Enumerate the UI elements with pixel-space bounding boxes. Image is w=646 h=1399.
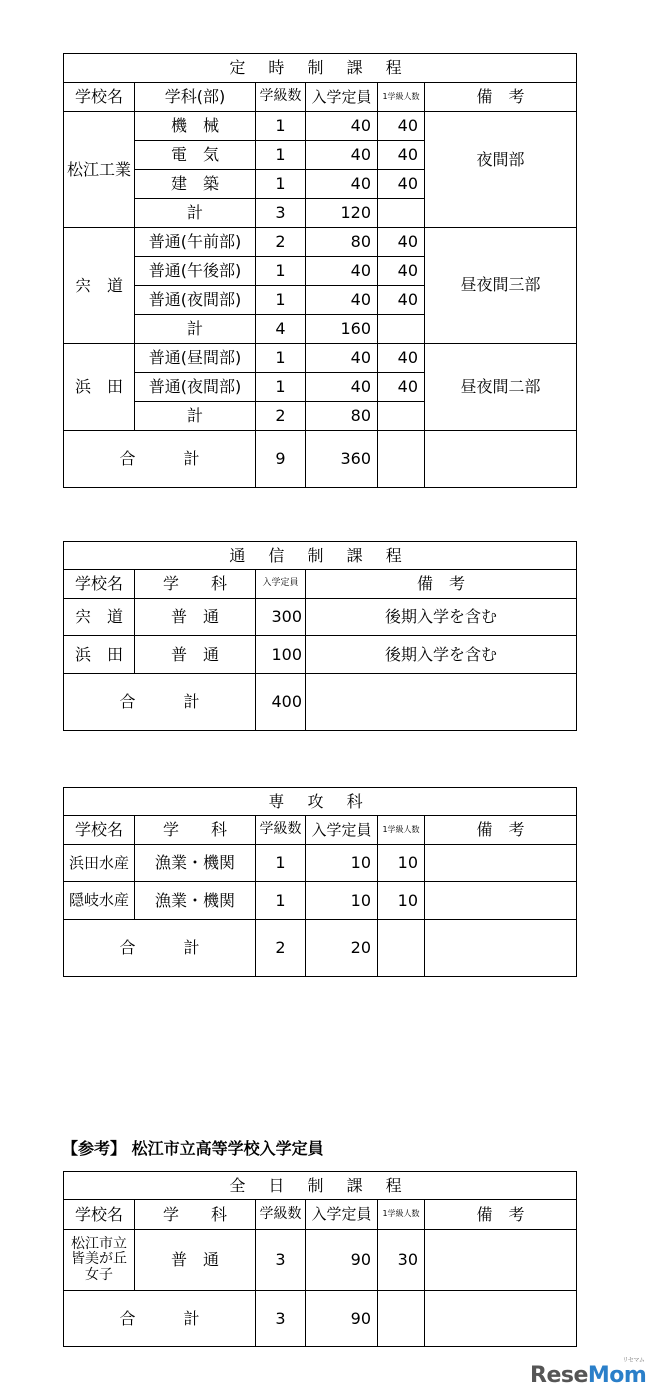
classes: 2 [256,228,306,257]
notes: 昼夜間二部 [425,344,577,431]
notes: 昼夜間三部 [425,228,577,344]
department: 普通(午後部) [135,257,256,286]
header-classes: 学級数 [256,83,306,112]
department: 普 通 [135,1230,256,1291]
grand-capacity: 360 [306,431,378,488]
header-per-class: 1学級人数 [378,816,425,845]
school-name [64,1230,135,1291]
empty-cell [378,431,425,488]
per-class [378,402,425,431]
capacity: 40 [306,257,378,286]
school-name: 宍 道 [64,228,135,344]
per-class: 30 [378,1230,425,1291]
grand-capacity: 90 [306,1291,378,1347]
header-capacity: 入学定員 [306,816,378,845]
school-name: 松江工業 [64,112,135,228]
department: 機 械 [135,112,256,141]
table-row [64,845,577,882]
per-class: 40 [378,170,425,199]
header-classes: 学級数 [256,1200,306,1230]
notes: 後期入学を含む [306,636,577,674]
classes: 1 [256,141,306,170]
empty-cell [425,431,577,488]
grand-total-label: 合 計 [64,1291,256,1347]
grand-total-label: 合 計 [64,431,256,488]
capacity: 80 [306,228,378,257]
table-title: 専 攻 科 [64,788,577,816]
reference-heading: 【参考】 松江市立高等学校入学定員 [62,1139,324,1158]
table-row [64,1230,577,1291]
table-row [64,882,577,920]
classes: 1 [256,112,306,141]
per-class: 40 [378,228,425,257]
header-per-class: 1学級人数 [378,1200,425,1230]
classes: 3 [256,199,306,228]
capacity: 80 [306,402,378,431]
school-name-line: 松江市立 [71,1235,127,1252]
table-row [64,636,577,674]
school-name: 隠岐水産 [64,882,135,920]
per-class: 40 [378,141,425,170]
capacity: 120 [306,199,378,228]
header-notes: 備 考 [425,816,577,845]
logo-kana: リセマム [622,1357,645,1364]
per-class: 10 [378,882,425,920]
department: 普通(夜間部) [135,373,256,402]
header-per-class: 1学級人数 [378,83,425,112]
header-department: 学科(部) [135,83,256,112]
per-class: 40 [378,344,425,373]
header-school: 学校名 [64,1200,135,1230]
header-department: 学 科 [135,570,256,599]
classes: 1 [256,257,306,286]
per-class: 40 [378,373,425,402]
header-capacity: 入学定員 [306,83,378,112]
grand-classes: 9 [256,431,306,488]
classes: 1 [256,344,306,373]
classes: 1 [256,373,306,402]
empty-cell [425,1230,577,1291]
subtotal-label: 計 [135,199,256,228]
header-school: 学校名 [64,570,135,599]
per-class: 40 [378,286,425,315]
header-department: 学 科 [135,816,256,845]
school-name: 浜 田 [64,344,135,431]
logo-text-rese: Rese [530,1363,588,1388]
header-school: 学校名 [64,83,135,112]
table-title: 全 日 制 課 程 [64,1172,577,1200]
header-capacity: 入学定員 [306,1200,378,1230]
grand-capacity: 400 [256,674,306,731]
department: 普通(午前部) [135,228,256,257]
header-school: 学校名 [64,816,135,845]
classes: 4 [256,315,306,344]
grand-classes: 2 [256,920,306,977]
classes: 1 [256,170,306,199]
empty-cell [378,1291,425,1347]
school-name-line: 皆美が丘 [71,1251,127,1268]
grand-classes: 3 [256,1291,306,1347]
capacity: 10 [306,882,378,920]
table-row [64,228,577,257]
school-name-line: 女子 [85,1266,113,1283]
per-class: 10 [378,845,425,882]
empty-cell [378,920,425,977]
per-class [378,199,425,228]
grand-total-row [64,674,577,731]
header-notes: 備 考 [425,1200,577,1230]
resemom-logo [530,1357,646,1388]
reference-table [63,1171,577,1347]
header-capacity: 入学定員 [256,570,306,599]
classes: 3 [256,1230,306,1291]
empty-cell [425,845,577,882]
school-name: 宍 道 [64,599,135,636]
table-title: 定 時 制 課 程 [64,54,577,83]
per-class: 40 [378,257,425,286]
department: 漁業・機関 [135,882,256,920]
department: 電 気 [135,141,256,170]
department: 漁業・機関 [135,845,256,882]
department: 普通(夜間部) [135,286,256,315]
classes: 1 [256,845,306,882]
empty-cell [425,882,577,920]
school-name: 浜田水産 [64,845,135,882]
capacity: 40 [306,170,378,199]
teiji-table [63,53,577,488]
department: 普通(昼間部) [135,344,256,373]
grand-capacity: 20 [306,920,378,977]
empty-cell [306,674,577,731]
tsushin-table [63,541,577,731]
table-row [64,599,577,636]
capacity: 160 [306,315,378,344]
notes: 夜間部 [425,112,577,228]
capacity: 10 [306,845,378,882]
capacity: 100 [256,636,306,674]
capacity: 40 [306,373,378,402]
classes: 1 [256,286,306,315]
capacity: 40 [306,112,378,141]
grand-total-row [64,1291,577,1347]
table-title: 通 信 制 課 程 [64,542,577,570]
per-class [378,315,425,344]
grand-total-label: 合 計 [64,674,256,731]
grand-total-row [64,431,577,488]
logo-text-mom: Mom [587,1363,646,1388]
senkou-table [63,787,577,977]
grand-total-row [64,920,577,977]
capacity: 300 [256,599,306,636]
classes: 2 [256,402,306,431]
department: 普 通 [135,636,256,674]
empty-cell [425,920,577,977]
empty-cell [425,1291,577,1347]
subtotal-label: 計 [135,315,256,344]
table-row [64,112,577,141]
grand-total-label: 合 計 [64,920,256,977]
subtotal-label: 計 [135,402,256,431]
table-row [64,344,577,373]
classes: 1 [256,882,306,920]
capacity: 40 [306,141,378,170]
per-class: 40 [378,112,425,141]
capacity: 40 [306,344,378,373]
capacity: 40 [306,286,378,315]
header-department: 学 科 [135,1200,256,1230]
capacity: 90 [306,1230,378,1291]
school-name: 浜 田 [64,636,135,674]
notes: 後期入学を含む [306,599,577,636]
header-notes: 備 考 [425,83,577,112]
header-notes: 備 考 [306,570,577,599]
header-classes: 学級数 [256,816,306,845]
department: 普 通 [135,599,256,636]
department: 建 築 [135,170,256,199]
